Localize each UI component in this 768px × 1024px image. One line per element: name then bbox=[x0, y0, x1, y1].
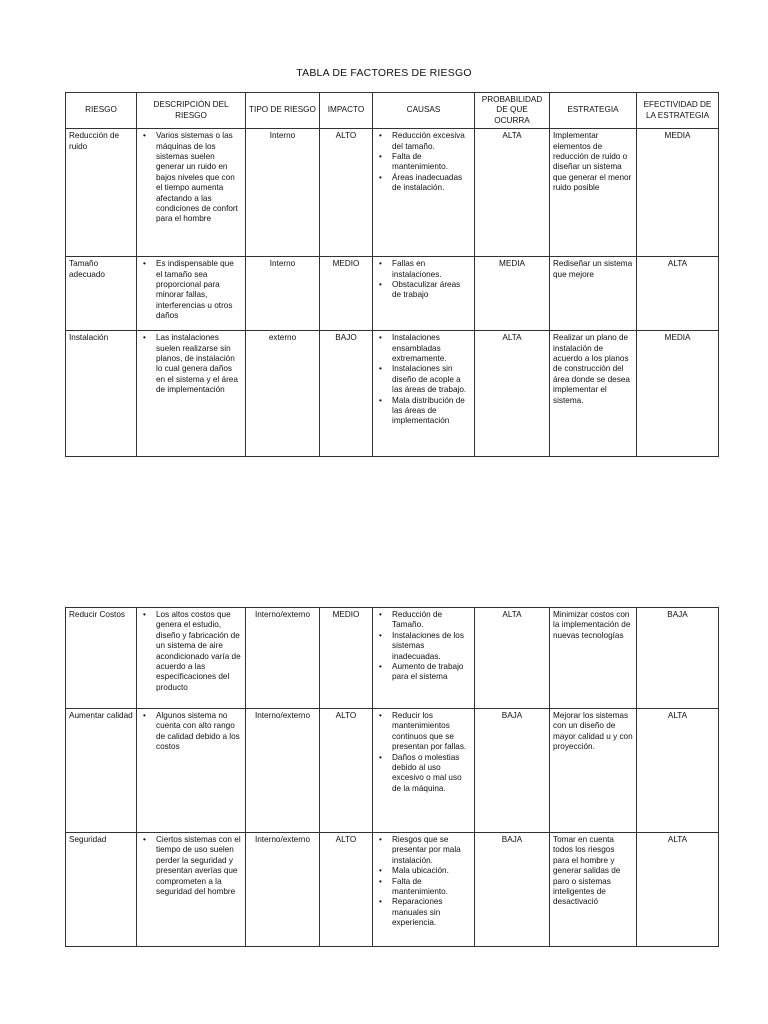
efectividad-cell: ALTA bbox=[637, 833, 719, 947]
descripcion-cell bbox=[137, 709, 246, 833]
tipo-cell: Interno/externo bbox=[246, 608, 320, 709]
table-row bbox=[66, 129, 719, 257]
riesgo-cell: Reducción de ruido bbox=[66, 129, 137, 257]
table-row bbox=[66, 257, 719, 331]
list-item: • Algunos sistema no cuenta con alto rango de calidad debido a los costos bbox=[156, 711, 242, 753]
list-item: • Las instalaciones suelen realizarse sin planos, de instalación lo cual genera daños en el sistema y el área de implementación bbox=[156, 333, 242, 395]
header-tipo: TIPO DE RIESGO bbox=[246, 93, 320, 129]
riesgo-cell: Seguridad bbox=[66, 833, 137, 947]
list-item: • Riesgos que se presentar por mala instalación. bbox=[392, 835, 471, 866]
tipo-cell: Interno bbox=[246, 257, 320, 331]
causas-cell bbox=[373, 709, 475, 833]
impacto-cell: MEDIO bbox=[320, 257, 373, 331]
tipo-cell: externo bbox=[246, 331, 320, 457]
header-efectividad: EFECTIVIDAD DE LA ESTRATEGIA bbox=[637, 93, 719, 129]
estrategia-cell: Minimizar costos con la implementación de nuevas tecnologías bbox=[550, 608, 637, 709]
efectividad-cell: ALTA bbox=[637, 709, 719, 833]
estrategia-cell: Implementar elementos de reducción de ruido o diseñar un sistema que generar el menor ruido posible bbox=[550, 129, 637, 257]
impacto-cell: ALTO bbox=[320, 709, 373, 833]
header-causas: CAUSAS bbox=[373, 93, 475, 129]
tipo-cell: Interno/externo bbox=[246, 833, 320, 947]
list-item: • Falta de mantenimiento. bbox=[392, 877, 471, 898]
list-item: • Aumento de trabajo para el sistema bbox=[392, 662, 471, 683]
estrategia-cell: Mejorar los sistemas con un diseño de mayor calidad u y con proyección. bbox=[550, 709, 637, 833]
table-row bbox=[66, 331, 719, 457]
riesgo-cell: Instalación bbox=[66, 331, 137, 457]
efectividad-cell: MEDIA bbox=[637, 331, 719, 457]
list-item: • Falta de mantenimiento. bbox=[392, 152, 471, 173]
efectividad-cell: ALTA bbox=[637, 257, 719, 331]
table-row bbox=[66, 608, 719, 709]
list-item: • Los altos costos que genera el estudio, diseño y fabricación de un sistema de aire acondicionado varía de acuerdo a las especificaciones del producto bbox=[156, 610, 242, 693]
riesgo-cell: Aumentar calidad bbox=[66, 709, 137, 833]
list-item: • Reducir los mantenimientos continuos que se presentan por fallas. bbox=[392, 711, 471, 753]
header-probabilidad: PROBABILIDAD DE QUE OCURRA bbox=[475, 93, 550, 129]
tipo-cell: Interno bbox=[246, 129, 320, 257]
header-row bbox=[66, 93, 719, 129]
header-descripcion: DESCRIPCIÓN DEL RIESGO bbox=[137, 93, 246, 129]
riesgo-cell: Tamaño adecuado bbox=[66, 257, 137, 331]
list-item: • Es indispensable que el tamaño sea proporcional para minorar fallas, interferencias u otros daños bbox=[156, 259, 242, 321]
probabilidad-cell: BAJA bbox=[475, 833, 550, 947]
causas-cell bbox=[373, 257, 475, 331]
descripcion-cell bbox=[137, 331, 246, 457]
estrategia-cell: Tomar en cuenta todos los riesgos para el hombre y generar salidas de paro o sistemas inteligentes de desactivació bbox=[550, 833, 637, 947]
header-impacto: IMPACTO bbox=[320, 93, 373, 129]
list-item: • Ciertos sistemas con el tiempo de uso suelen perder la seguridad y presentan averías que comprometen a la seguridad del hombre bbox=[156, 835, 242, 897]
list-item: • Reducción de Tamaño. bbox=[392, 610, 471, 631]
probabilidad-cell: ALTA bbox=[475, 608, 550, 709]
page-title: TABLA DE FACTORES DE RIESGO bbox=[296, 67, 472, 79]
causas-cell bbox=[373, 833, 475, 947]
table-row bbox=[66, 709, 719, 833]
descripcion-cell bbox=[137, 257, 246, 331]
causas-cell bbox=[373, 129, 475, 257]
estrategia-cell: Realizar un plano de instalación de acuerdo a los planos de construcción del área donde se desea implementar el sistema. bbox=[550, 331, 637, 457]
impacto-cell: BAJO bbox=[320, 331, 373, 457]
probabilidad-cell: MEDIA bbox=[475, 257, 550, 331]
impacto-cell: MEDIO bbox=[320, 608, 373, 709]
list-item: • Varios sistemas o las máquinas de los sistemas suelen generar un ruido en bajos niveles que con el tiempo aumenta afectando a las condiciones de confort para el hombre bbox=[156, 131, 242, 225]
probabilidad-cell: ALTA bbox=[475, 331, 550, 457]
causas-cell bbox=[373, 331, 475, 457]
descripcion-cell bbox=[137, 129, 246, 257]
list-item: • Fallas en instalaciones. bbox=[392, 259, 471, 280]
list-item: • Mala ubicación. bbox=[392, 866, 471, 876]
efectividad-cell: MEDIA bbox=[637, 129, 719, 257]
risk-factors-table-2 bbox=[65, 607, 719, 947]
estrategia-cell: Rediseñar un sistema que mejore bbox=[550, 257, 637, 331]
riesgo-cell: Reducir Costos bbox=[66, 608, 137, 709]
impacto-cell: ALTO bbox=[320, 833, 373, 947]
probabilidad-cell: ALTA bbox=[475, 129, 550, 257]
risk-factors-table-1 bbox=[65, 92, 719, 457]
efectividad-cell: BAJA bbox=[637, 608, 719, 709]
list-item: • Reducción excesiva del tamaño. bbox=[392, 131, 471, 152]
header-estrategia: ESTRATEGIA bbox=[550, 93, 637, 129]
table-row bbox=[66, 833, 719, 947]
list-item: • Daños o molestias debido al uso excesivo o mal uso de la máquina. bbox=[392, 753, 471, 795]
list-item: • Mala distribución de las áreas de implementación bbox=[392, 396, 471, 427]
list-item: • Instalaciones ensambladas extremamente. bbox=[392, 333, 471, 364]
descripcion-cell bbox=[137, 833, 246, 947]
probabilidad-cell: BAJA bbox=[475, 709, 550, 833]
list-item: • Instalaciones sin diseño de acople a las áreas de trabajo. bbox=[392, 364, 471, 395]
list-item: • Instalaciones de los sistemas inadecuadas. bbox=[392, 631, 471, 662]
header-riesgo: RIESGO bbox=[66, 93, 137, 129]
list-item: • Obstaculizar áreas de trabajo bbox=[392, 280, 471, 301]
causas-cell bbox=[373, 608, 475, 709]
impacto-cell: ALTO bbox=[320, 129, 373, 257]
list-item: • Reparaciones manuales sin experiencia. bbox=[392, 897, 471, 928]
tipo-cell: Interno/externo bbox=[246, 709, 320, 833]
list-item: • Áreas inadecuadas de instalación. bbox=[392, 173, 471, 194]
descripcion-cell bbox=[137, 608, 246, 709]
